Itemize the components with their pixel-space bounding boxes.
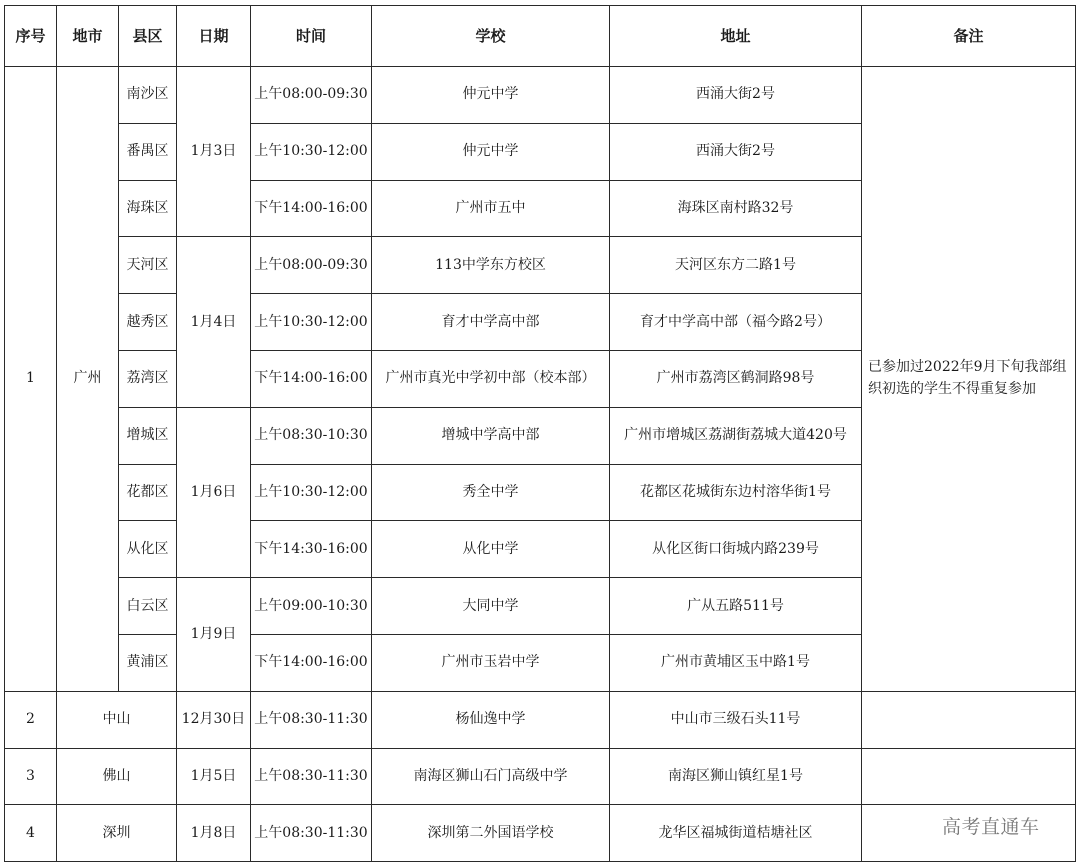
date-cell: 1月8日 — [177, 805, 251, 862]
note-cell: 已参加过2022年9月下旬我部组织初选的学生不得重复参加 — [862, 67, 1076, 692]
city-cell: 中山 — [57, 691, 177, 748]
note-cell — [862, 691, 1076, 748]
seq-cell: 4 — [5, 805, 57, 862]
district-cell: 天河区 — [119, 237, 177, 294]
header-address: 地址 — [610, 6, 862, 67]
address-cell: 广州市黄埔区玉中路1号 — [610, 634, 862, 691]
address-cell: 广州市增城区荔湖街荔城大道420号 — [610, 407, 862, 464]
school-cell: 杨仙逸中学 — [372, 691, 610, 748]
note-cell — [862, 748, 1076, 805]
time-cell: 下午14:00-16:00 — [251, 350, 372, 407]
header-row — [5, 6, 1076, 67]
table-row — [5, 691, 1076, 748]
city-cell: 广州 — [57, 67, 119, 692]
header-city: 地市 — [57, 6, 119, 67]
address-cell: 广州市荔湾区鹤洞路98号 — [610, 350, 862, 407]
address-cell: 广从五路511号 — [610, 578, 862, 635]
date-cell: 12月30日 — [177, 691, 251, 748]
address-cell: 中山市三级石头11号 — [610, 691, 862, 748]
schedule-table — [4, 5, 1076, 862]
district-cell: 白云区 — [119, 578, 177, 635]
time-cell: 上午08:30-11:30 — [251, 805, 372, 862]
school-cell: 大同中学 — [372, 578, 610, 635]
city-cell: 佛山 — [57, 748, 177, 805]
header-district: 县区 — [119, 6, 177, 67]
table-row — [5, 67, 1076, 124]
time-cell: 下午14:00-16:00 — [251, 180, 372, 237]
date-cell: 1月9日 — [177, 578, 251, 692]
address-cell: 天河区东方二路1号 — [610, 237, 862, 294]
address-cell: 花都区花城街东边村溶华街1号 — [610, 464, 862, 521]
date-cell: 1月3日 — [177, 67, 251, 237]
table-row — [5, 805, 1076, 862]
time-cell: 上午09:00-10:30 — [251, 578, 372, 635]
time-cell: 上午10:30-12:00 — [251, 123, 372, 180]
school-cell: 育才中学高中部 — [372, 294, 610, 351]
district-cell: 增城区 — [119, 407, 177, 464]
address-cell: 西涌大街2号 — [610, 67, 862, 124]
school-cell: 从化中学 — [372, 521, 610, 578]
time-cell: 上午08:00-09:30 — [251, 67, 372, 124]
school-cell: 仲元中学 — [372, 67, 610, 124]
school-cell: 南海区狮山石门高级中学 — [372, 748, 610, 805]
district-cell: 越秀区 — [119, 294, 177, 351]
address-cell: 海珠区南村路32号 — [610, 180, 862, 237]
header-school: 学校 — [372, 6, 610, 67]
district-cell: 从化区 — [119, 521, 177, 578]
header-time: 时间 — [251, 6, 372, 67]
address-cell: 从化区街口街城内路239号 — [610, 521, 862, 578]
district-cell: 番禺区 — [119, 123, 177, 180]
time-cell: 下午14:30-16:00 — [251, 521, 372, 578]
district-cell: 荔湾区 — [119, 350, 177, 407]
school-cell: 广州市五中 — [372, 180, 610, 237]
time-cell: 上午08:30-11:30 — [251, 691, 372, 748]
table-row — [5, 748, 1076, 805]
district-cell: 南沙区 — [119, 67, 177, 124]
date-cell: 1月5日 — [177, 748, 251, 805]
date-cell: 1月6日 — [177, 407, 251, 577]
city-cell: 深圳 — [57, 805, 177, 862]
school-cell: 深圳第二外国语学校 — [372, 805, 610, 862]
district-cell: 黄浦区 — [119, 634, 177, 691]
header-note: 备注 — [862, 6, 1076, 67]
time-cell: 上午10:30-12:00 — [251, 464, 372, 521]
time-cell: 上午08:30-10:30 — [251, 407, 372, 464]
time-cell: 下午14:00-16:00 — [251, 634, 372, 691]
district-cell: 海珠区 — [119, 180, 177, 237]
header-date: 日期 — [177, 6, 251, 67]
seq-cell: 3 — [5, 748, 57, 805]
header-seq: 序号 — [5, 6, 57, 67]
seq-cell: 2 — [5, 691, 57, 748]
date-cell: 1月4日 — [177, 237, 251, 407]
address-cell: 育才中学高中部（福今路2号） — [610, 294, 862, 351]
school-cell: 113中学东方校区 — [372, 237, 610, 294]
school-cell: 广州市玉岩中学 — [372, 634, 610, 691]
school-cell: 仲元中学 — [372, 123, 610, 180]
time-cell: 上午10:30-12:00 — [251, 294, 372, 351]
seq-cell: 1 — [5, 67, 57, 692]
watermark: 高考直通车 — [942, 816, 1040, 838]
address-cell: 西涌大街2号 — [610, 123, 862, 180]
address-cell: 龙华区福城街道桔塘社区 — [610, 805, 862, 862]
address-cell: 南海区狮山镇红星1号 — [610, 748, 862, 805]
school-cell: 秀全中学 — [372, 464, 610, 521]
time-cell: 上午08:00-09:30 — [251, 237, 372, 294]
time-cell: 上午08:30-11:30 — [251, 748, 372, 805]
school-cell: 增城中学高中部 — [372, 407, 610, 464]
district-cell: 花都区 — [119, 464, 177, 521]
school-cell: 广州市真光中学初中部（校本部） — [372, 350, 610, 407]
